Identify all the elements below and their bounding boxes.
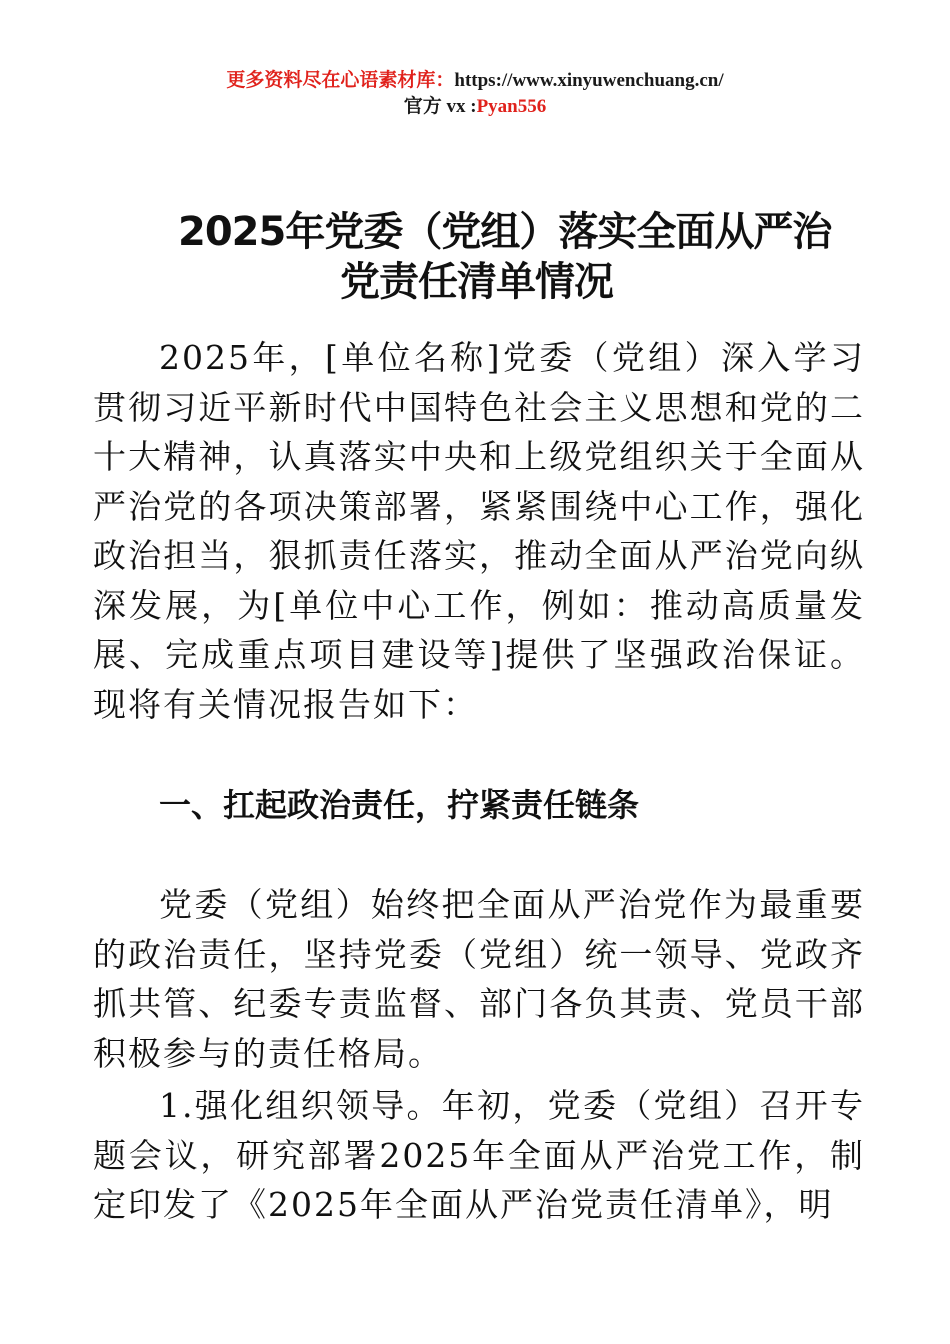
title-line-2: 党责任清单情况 <box>340 258 613 305</box>
item-1-paragraph: 1.强化组织领导。年初，党委（党组）召开专题会议，研究部署2025年全面从严治党工作，制定印发了《2025年全面从严治党责任清单》，明 <box>93 1086 865 1224</box>
document-title <box>0 207 950 307</box>
wechat-id: Pyan556 <box>476 96 547 117</box>
wechat-prefix: 官方 vx : <box>403 96 477 117</box>
section-1-heading: 一、扛起政治责任，拧紧责任链条 <box>159 786 640 824</box>
title-line-1: 2025年党委（党组）落实全面从严治 <box>178 208 832 255</box>
wechat-line <box>0 94 950 120</box>
source-site-line <box>0 68 950 94</box>
source-watermark-header <box>0 68 950 120</box>
section-1-paragraph: 党委（党组）始终把全面从严治党作为最重要的政治责任，坚持党委（党组）统一领导、党政齐抓共管、纪委专责监督、部门各负其责、党员干部积极参与的责任格局。 <box>93 885 865 1073</box>
source-site-url[interactable]: https://www.xinyuwenchuang.cn/ <box>454 70 724 91</box>
intro-paragraph: 2025年，[单位名称]党委（党组）深入学习贯彻习近平新时代中国特色社会主义思想和党的二十大精神，认真落实中央和上级党组织关于全面从严治党的各项决策部署，紧紧围绕中心工作，强化政治担当，狠抓责任落实，推动全面从严治党向纵深发展，为[单位中心工作，例如：推动高质量发展、完成重点项目建设等]提供了坚强政治保证。现将有关情况报告如下： <box>93 338 865 724</box>
source-site-prefix: 更多资料尽在心语素材库： <box>226 70 455 91</box>
